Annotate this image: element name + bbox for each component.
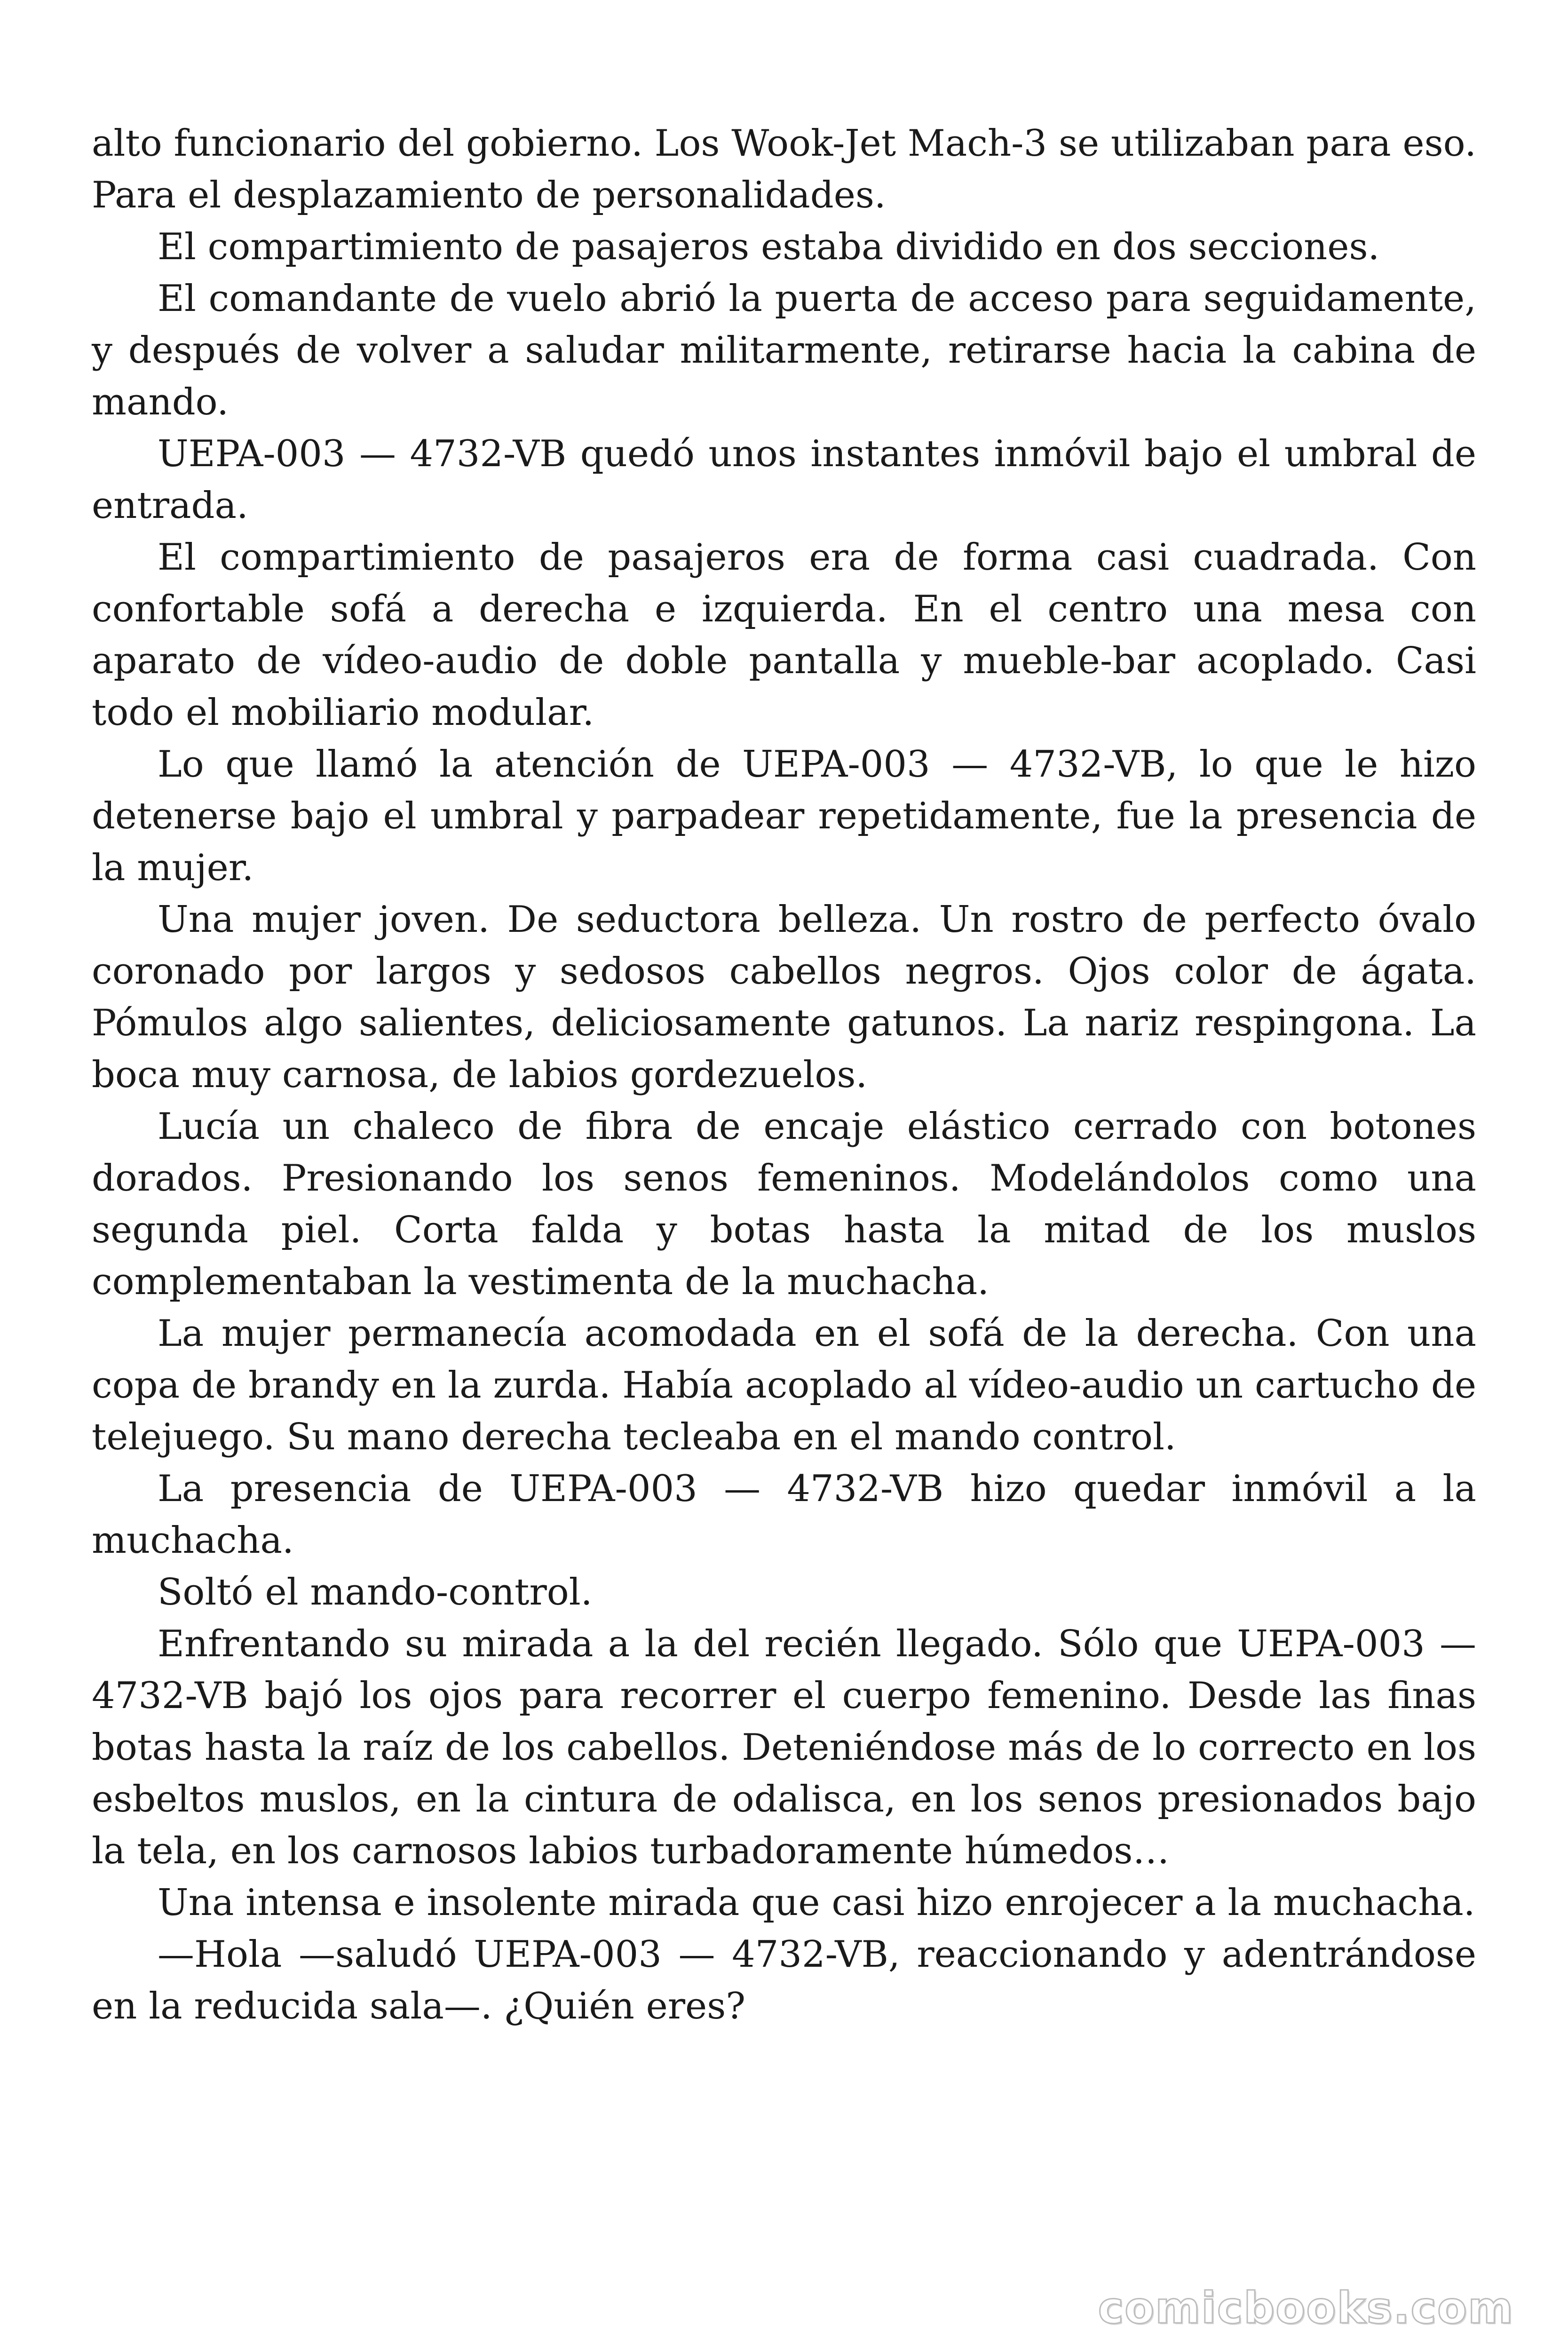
paragraph: El comandante de vuelo abrió la puerta de acceso para seguidamente, y después de volver a saludar militarmente, retirarse hacia la cabina de mando.	[92, 278, 1476, 423]
paragraph: Lo que llamó la atención de UEPA-003 — 4732-VB, lo que le hizo detenerse bajo el umbral y parpadear repetidamente, fue la presencia de la mujer.	[92, 743, 1476, 889]
paragraph: Una mujer joven. De seductora belleza. Un rostro de perfecto óvalo coronado por largos y sedosos cabellos negros. Ojos color de ágata. Pómulos algo salientes, deliciosamente gatunos. La nariz respingona. La boca muy carnosa, de labios gordezuelos.	[92, 898, 1476, 1096]
paragraph: UEPA-003 — 4732-VB quedó unos instantes inmóvil bajo el umbral de entrada.	[92, 433, 1476, 527]
paragraph: La mujer permanecía acomodada en el sofá de la derecha. Con una copa de brandy en la zurda. Había acoplado al vídeo-audio un cartucho de telejuego. Su mano derecha tecleaba en el mando control.	[92, 1312, 1476, 1458]
paragraph: El compartimiento de pasajeros estaba dividido en dos secciones.	[158, 226, 1380, 268]
paragraph: El compartimiento de pasajeros era de forma casi cuadrada. Con confortable sofá a derecha e izquierda. En el centro una mesa con aparato de vídeo-audio de doble pantalla y mueble-bar acoplado. Casi todo el mobiliario modular.	[92, 536, 1476, 734]
paragraph: Una intensa e insolente mirada que casi hizo enrojecer a la muchacha.	[158, 1882, 1475, 1924]
watermark-logo: comicbooks.com	[1098, 2283, 1514, 2333]
page-text-body	[92, 118, 1476, 2032]
paragraph: Enfrentando su mirada a la del recién llegado. Sólo que UEPA-003 — 4732-VB bajó los ojos para recorrer el cuerpo femenino. Desde las finas botas hasta la raíz de los cabellos. Deteniéndose más de lo correcto en los esbeltos muslos, en la cintura de odalisca, en los senos presionados bajo la tela, en los carnosos labios turbadoramente húmedos…	[92, 1623, 1476, 1872]
paragraph: Soltó el mando-control.	[158, 1571, 593, 1613]
paragraph-dialogue: —Hola —saludó UEPA-003 — 4732-VB, reaccionando y adentrándose en la reducida sala—. ¿Quién eres?	[92, 1933, 1476, 2027]
paragraph-continued: alto funcionario del gobierno. Los Wook-Jet Mach-3 se utilizaban para eso. Para el desplazamiento de personalidades.	[92, 122, 1476, 216]
paragraph: La presencia de UEPA-003 — 4732-VB hizo quedar inmóvil a la muchacha.	[92, 1468, 1476, 1562]
paragraph: Lucía un chaleco de fibra de encaje elástico cerrado con botones dorados. Presionando los senos femeninos. Modelándolos como una segunda piel. Corta falda y botas hasta la mitad de los muslos complementaban la vestimenta de la muchacha.	[92, 1105, 1476, 1303]
